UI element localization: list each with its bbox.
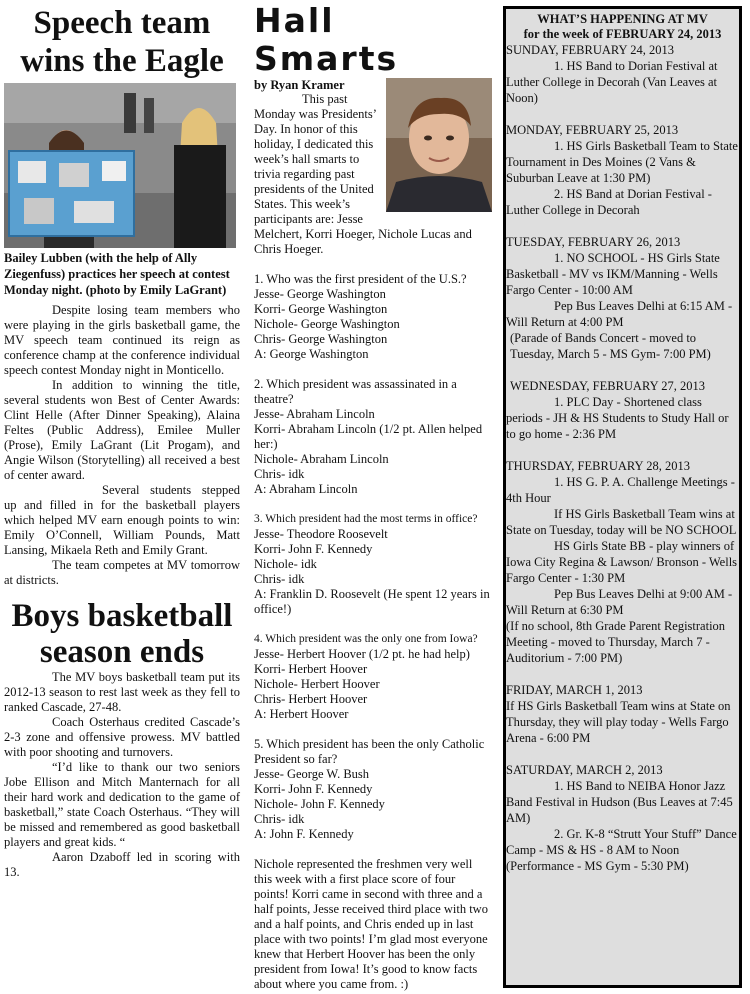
hall-intro: This past Monday was Presidents’ Day. In honor of this holiday, I dedicated this week’s hall smarts to trivia regarding past presidents of the United States. This week’s participants are: Jesse Melchert, Korri Hoeger, Nichole Lucas and Chris Hoeger.	[254, 92, 472, 256]
question-1	[254, 272, 492, 362]
event-item: 2. HS Band at Dorian Festival - Luther College in Decorah	[506, 187, 712, 217]
correct-answer: A: Abraham Lincoln	[254, 482, 358, 496]
event-item: (Parade of Bands Concert - moved to Tuesday, March 5 - MS Gym- 7:00 PM)	[510, 331, 711, 361]
answer-line: Jesse- Herbert Hoover (1/2 pt. he had help)	[254, 647, 470, 661]
column-left	[4, 0, 240, 880]
event-item: Pep Bus Leaves Delhi at 9:00 AM - Will Return at 6:30 PM	[506, 587, 733, 617]
day-heading: MONDAY, FEBRUARY 25, 2013	[506, 123, 679, 137]
boys-paragraph-2: Coach Osterhaus credited Cascade’s 2-3 zone and offensive prowess. MV battled with poor shooting and turnovers.	[4, 715, 240, 759]
event-item: 1. PLC Day - Shortened class periods - JH & HS Students to Study Hall or to go home - 2:36 PM	[506, 395, 729, 441]
speech-paragraph-3: Several students stepped up and filled in for the basketball players which helped MV earn enough points to win: Emily O’Connell, William Pounds, Matt Lansing, Mikaela Reth and Emily Grant.	[4, 483, 240, 557]
day-thursday	[506, 458, 739, 666]
hall-closing: Nichole represented the freshmen very well this week with a first place score of four points! Korri came in second with three and a half points, Jesse received third place with two and a half points, and Chris ended up in last place with two points! I’m glad most everyone knew that Herbert Hoover has been the only president from Iowa! It’s good to know facts about where you came from. :)	[254, 857, 488, 991]
speech-photo-image	[4, 83, 236, 248]
boys-paragraph-4: Aaron Dzaboff led in scoring with 13.	[4, 850, 240, 879]
question-1-text: 1. Who was the first president of the U.S.?	[254, 272, 467, 286]
speech-paragraph-2: In addition to winning the title, several students won Best of Center Awards: Clint Helle (After Dinner Speaking), Alaina Feltes (Public Address), Emilee Muller (Prose), Emily LaGrant (Lit Progam), and Angie Wilson (Storytelling) all received a best of center award.	[4, 378, 240, 482]
whats-happening-title-line-1: WHAT’S HAPPENING AT MV	[537, 12, 708, 26]
correct-answer: A: John F. Kennedy	[254, 827, 354, 841]
event-item: Pep Bus Leaves Delhi at 6:15 AM - Will Return at 4:00 PM	[506, 299, 733, 329]
day-wednesday	[506, 378, 739, 442]
day-heading: WEDNESDAY, FEBRUARY 27, 2013	[510, 379, 706, 393]
question-5-text: 5. Which president has been the only Catholic President so far?	[254, 737, 485, 766]
column-middle	[254, 0, 492, 992]
event-item: HS Girls State BB - play winners of Iowa City Regina & Lawson/ Bronson - Wells Fargo Center - 1:30 PM	[506, 539, 738, 585]
answer-line: Nichole- George Washington	[254, 317, 400, 331]
speech-paragraph-4: The team competes at MV tomorrow at districts.	[4, 558, 240, 587]
answer-line: Nichole- John F. Kennedy	[254, 797, 385, 811]
whats-happening-title	[506, 9, 739, 42]
answer-line: Jesse- George W. Bush	[254, 767, 370, 781]
correct-answer: A: Herbert Hoover	[254, 707, 349, 721]
answer-line: Jesse- Theodore Roosevelt	[254, 527, 388, 541]
boys-headline: Boys basketball season ends	[11, 598, 233, 670]
boys-paragraph-3: “I’d like to thank our two seniors Jobe Ellison and Mitch Manternach for all their hard work and dedication to the game of basketball,” state Coach Osterhaus. “They will be missed and remembered as good basketball players and great kids. “	[4, 760, 240, 849]
answer-line: Chris- idk	[254, 572, 305, 586]
answer-line: Korri- Abraham Lincoln (1/2 pt. Allen helped her:)	[254, 422, 483, 451]
question-4-text: 4. Which president was the only one from Iowa?	[254, 633, 478, 645]
correct-answer: A: Franklin D. Roosevelt (He spent 12 years in office!)	[254, 587, 490, 616]
answer-line: Jesse- Abraham Lincoln	[254, 407, 375, 421]
answer-line: Nichole- idk	[254, 557, 317, 571]
day-heading: THURSDAY, FEBRUARY 28, 2013	[506, 459, 690, 473]
day-monday	[506, 122, 739, 218]
hall-smarts-headline: Hall Smarts	[254, 1, 399, 78]
question-3	[254, 512, 492, 617]
question-2	[254, 377, 492, 497]
speech-headline: Speech team wins the Eagle	[20, 5, 224, 79]
event-item: 1. HS Girls Basketball Team to State Tournament in Des Moines (2 Vans & Suburban Leave at 1:30 PM)	[506, 139, 738, 185]
author-photo	[386, 78, 492, 212]
answer-line: Korri- John F. Kennedy	[254, 542, 373, 556]
question-2-text: 2. Which president was assassinated in a theatre?	[254, 377, 457, 406]
answer-line: Nichole- Herbert Hoover	[254, 677, 380, 691]
answer-line: Chris- idk	[254, 467, 305, 481]
answer-line: Chris- Herbert Hoover	[254, 692, 368, 706]
event-item: 1. HS Band to NEIBA Honor Jazz Band Festival in Hudson (Bus Leaves at 7:45 AM)	[506, 779, 733, 825]
day-heading: TUESDAY, FEBRUARY 26, 2013	[506, 235, 681, 249]
day-heading: FRIDAY, MARCH 1, 2013	[506, 683, 643, 697]
day-heading: SATURDAY, MARCH 2, 2013	[506, 763, 663, 777]
event-item: (If no school, 8th Grade Parent Registration Meeting - moved to Thursday, March 7 - Auditorium - 7:00 PM)	[506, 619, 726, 665]
speech-photo-caption: Bailey Lubben (with the help of Ally Ziegenfuss) practices her speech at contest Monday night. (photo by Emily LaGrant)	[4, 251, 230, 297]
answer-line: Korri- Herbert Hoover	[254, 662, 368, 676]
answer-line: Korri- George Washington	[254, 302, 388, 316]
hall-byline: by Ryan Kramer	[254, 78, 345, 92]
answer-line: Korri- John F. Kennedy	[254, 782, 373, 796]
event-item: 2. Gr. K-8 “Strutt Your Stuff” Dance Camp - MS & HS - 8 AM to Noon (Performance - MS Gym - 5:30 PM)	[506, 827, 737, 873]
answer-line: Jesse- George Washington	[254, 287, 386, 301]
speech-photo	[4, 83, 236, 248]
day-tuesday	[506, 234, 739, 362]
correct-answer: A: George Washington	[254, 347, 369, 361]
event-item: 1. HS G. P. A. Challenge Meetings - 4th Hour	[506, 475, 735, 505]
whats-happening-box	[503, 6, 742, 988]
day-heading: SUNDAY, FEBRUARY 24, 2013	[506, 43, 674, 57]
event-item: If HS Girls Basketball Team wins at State on Thursday, they will play today - Wells Fargo Arena - 6:00 PM	[506, 699, 731, 745]
question-3-text: 3. Which president had the most terms in office?	[254, 513, 478, 525]
event-item: If HS Girls Basketball Team wins at State on Tuesday, today will be NO SCHOOL	[506, 507, 737, 537]
answer-line: Chris- George Washington	[254, 332, 388, 346]
day-sunday	[506, 42, 739, 106]
day-friday	[506, 682, 739, 746]
whats-happening-title-line-2: for the week of FEBRUARY 24, 2013	[523, 27, 722, 41]
answer-line: Chris- idk	[254, 812, 305, 826]
event-item: 1. NO SCHOOL - HS Girls State Basketball - MV vs IKM/Manning - Wells Fargo Center - 10:00 AM	[506, 251, 720, 297]
question-4	[254, 632, 492, 722]
author-photo-image	[386, 78, 492, 212]
question-5	[254, 737, 492, 842]
boys-paragraph-1: The MV boys basketball team put its 2012-13 season to rest last week as they fell to ranked Cascade, 27-48.	[4, 670, 240, 714]
day-saturday	[506, 762, 739, 874]
answer-line: Nichole- Abraham Lincoln	[254, 452, 389, 466]
event-item: 1. HS Band to Dorian Festival at Luther College in Decorah (Van Leaves at Noon)	[506, 59, 718, 105]
speech-paragraph-1: Despite losing team members who were playing in the girls basketball game, the MV speech team continued its reign as conference champ at the conference individual speech contest Monday night in Monticello.	[4, 303, 240, 377]
